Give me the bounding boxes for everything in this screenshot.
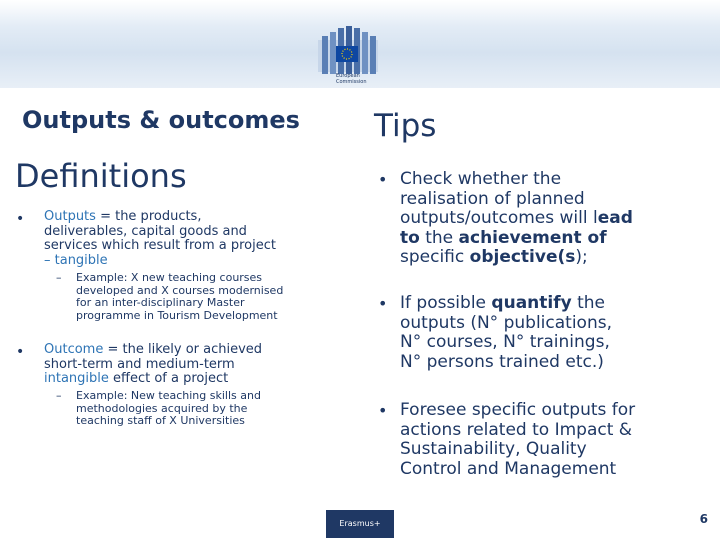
term-outputs: Outputs bbox=[44, 209, 96, 224]
tip-quantify: If possible quantify the outputs (N° publications, N° courses, N° trainings, N° persons trained etc.) bbox=[400, 293, 612, 372]
term-outcome: Outcome bbox=[44, 342, 104, 357]
logo-caption-line1: European bbox=[336, 73, 360, 79]
dash-icon: – bbox=[56, 271, 62, 284]
bullet-icon: • bbox=[16, 211, 25, 227]
tip-foresee-outputs: Foresee specific outputs for actions related to Impact & Sustainability, Quality Control and Management bbox=[400, 400, 636, 479]
tips-heading: Tips bbox=[374, 108, 437, 144]
definition-outputs: Outputs = the products, deliverables, capital goods and services which result from a project – tangible bbox=[44, 210, 334, 268]
definition-outcome: Outcome = the likely or achieved short-term and medium-term intangible effect of a project bbox=[44, 342, 263, 386]
bullet-icon: • bbox=[378, 170, 388, 189]
example-outputs: Example: X new teaching courses developed and X courses modernised for an inter-disciplinary Master programme in Tourism Development bbox=[76, 271, 284, 322]
dash-icon: – bbox=[56, 389, 62, 402]
intangible-label: intangible bbox=[44, 371, 109, 386]
logo-caption-line2: Commission bbox=[336, 79, 367, 85]
bullet-icon: • bbox=[378, 294, 388, 313]
definitions-heading: Definitions bbox=[15, 157, 187, 195]
bullet-icon: • bbox=[378, 401, 388, 420]
tip-check-realisation: Check whether the realisation of planned outputs/outcomes will lead to the achievement of specific objective(s); bbox=[400, 169, 633, 267]
slide-title: Outputs & outcomes bbox=[22, 106, 300, 134]
erasmus-plus-logo: Erasmus+ bbox=[326, 510, 394, 538]
tangible-label: – tangible bbox=[44, 252, 108, 268]
example-outcome: Example: New teaching skills and methodologies acquired by the teaching staff of X Universities bbox=[76, 389, 261, 427]
logo-caption bbox=[336, 73, 367, 85]
page-number: 6 bbox=[699, 512, 708, 526]
bullet-icon: • bbox=[16, 344, 25, 360]
